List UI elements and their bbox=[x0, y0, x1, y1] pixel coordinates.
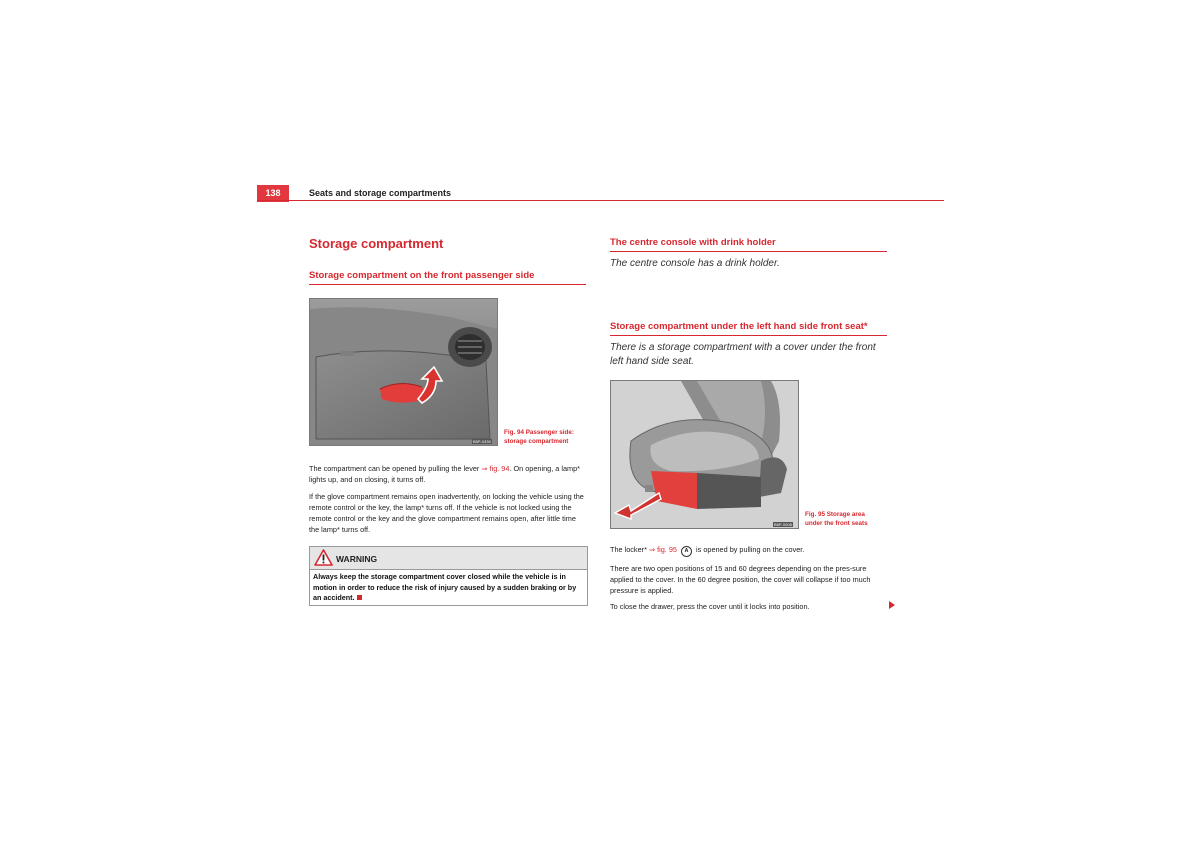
figure-95-image bbox=[610, 380, 799, 529]
warning-box bbox=[309, 546, 588, 606]
section-title: Storage compartment bbox=[309, 236, 444, 251]
end-of-section-icon bbox=[357, 595, 362, 600]
left-paragraph-1: The compartment can be opened by pulling the lever ⇒ fig. 94. On opening, a lamp* lights up, and on closing, it turns off. bbox=[309, 464, 581, 484]
right-body bbox=[610, 544, 890, 618]
continue-arrow-icon bbox=[889, 601, 895, 609]
subheading-passenger-side: Storage compartment on the front passenger side bbox=[309, 270, 586, 285]
warning-icon bbox=[314, 549, 333, 566]
right-paragraph-1: The locker* ⇒ fig. 95 A is opened by pulling on the cover. bbox=[610, 544, 890, 557]
subheading-centre-console: The centre console with drink holder bbox=[610, 237, 887, 252]
seat-storage-illustration bbox=[611, 381, 798, 528]
figure-94-image bbox=[309, 298, 498, 446]
fig-94-link[interactable]: ⇒ fig. 94 bbox=[481, 464, 510, 473]
right-paragraph-3: To close the drawer, press the cover until it locks into position. bbox=[610, 602, 810, 611]
figure-94-caption-line2: storage compartment bbox=[504, 438, 569, 445]
left-paragraph-2: If the glove compartment remains open inadvertently, on locking the vehicle using the remote control or the key, the lamp* turns off. If the vehicle is not locked using the remote control or the key and the glove compartment remains open, after little time the lamp* turns off. bbox=[309, 491, 584, 534]
header-rule bbox=[257, 200, 944, 201]
right-paragraph-2: There are two open positions of 15 and 60 degrees depending on the pres-sure applied to the cover. In the 60 degree position, the cover will collapse if too much pressure is applied. bbox=[610, 563, 871, 595]
left-body bbox=[309, 463, 587, 540]
lead-under-seat: There is a storage compartment with a cover under the front left hand side seat. bbox=[610, 342, 876, 367]
warning-header bbox=[310, 547, 587, 570]
passenger-storage-illustration bbox=[310, 299, 497, 445]
figure-94-caption bbox=[504, 428, 574, 446]
figure-94-code: B5P-0330 bbox=[473, 439, 491, 444]
figure-95-caption-line1: Fig. 95 Storage area bbox=[805, 511, 865, 518]
figure-94-caption-line1: Fig. 94 Passenger side: bbox=[504, 429, 574, 436]
figure-95-caption bbox=[805, 510, 868, 528]
figure-95-caption-line2: under the front seats bbox=[805, 520, 868, 527]
fig-95-link[interactable]: ⇒ fig. 95 bbox=[648, 545, 677, 554]
subheading-under-seat: Storage compartment under the left hand side front seat* bbox=[610, 321, 887, 336]
warning-text: Always keep the storage compartment cover closed while the vehicle is in motion in order to reduce the risk of injury caused by a sudden braking or by an accident. bbox=[313, 572, 577, 603]
lead-centre-console: The centre console has a drink holder. bbox=[610, 258, 780, 269]
page-number: 138 bbox=[257, 185, 289, 202]
figure-95-code: B5P-0008 bbox=[774, 522, 792, 527]
warning-title: WARNING bbox=[336, 554, 378, 564]
marker-a-icon: A bbox=[681, 546, 692, 557]
running-title: Seats and storage compartments bbox=[309, 188, 452, 198]
